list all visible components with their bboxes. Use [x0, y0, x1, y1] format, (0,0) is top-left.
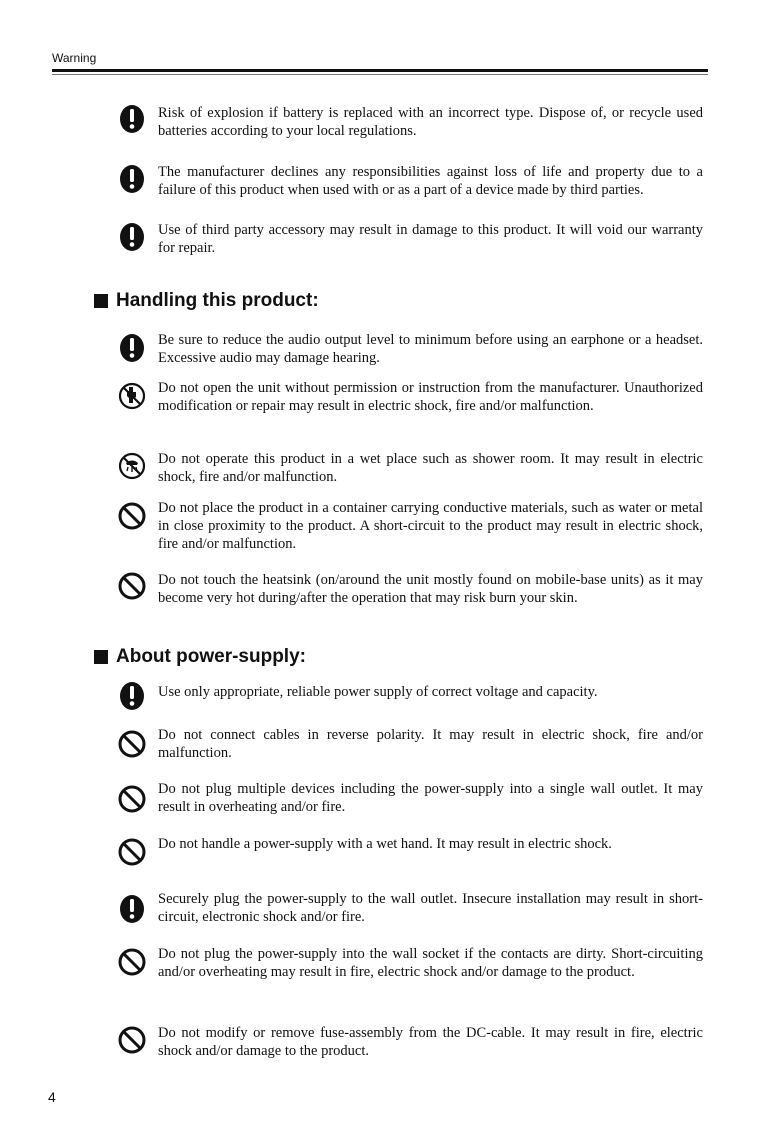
prohibited-icon [117, 571, 147, 601]
warning-text: The manufacturer declines any responsibilities against loss of life and property due to a failure of this product when used with or as a part of a device made by third parties. [158, 164, 703, 198]
warning-text: Use of third party accessory may result in damage to this product. It will void our warranty for repair. [158, 222, 703, 256]
page-header-label: Warning [52, 51, 97, 65]
warning-text: Do not touch the heatsink (on/around the unit mostly found on mobile-base units) as it may become very hot during/after the operation that may risk burn your skin. [158, 572, 703, 606]
section-heading-text: About power-supply: [116, 646, 306, 667]
warning-text: Do not connect cables in reverse polarity. It may result in electric shock, fire and/or malfunction. [158, 727, 703, 761]
warning-text: Do not plug the power-supply into the wall socket if the contacts are dirty. Short-circuiting and/or overheating may result in fire, electric shock and/or damage to the product. [158, 946, 703, 980]
prohibited-icon [117, 501, 147, 531]
section-bullet [94, 294, 108, 308]
prohibited-icon [117, 837, 147, 867]
warning-text: Do not operate this product in a wet place such as shower room. It may result in electric shock, fire and/or malfunction. [158, 451, 703, 485]
exclamation-icon [117, 894, 147, 924]
prohibited-icon [117, 729, 147, 759]
prohibited-icon [117, 784, 147, 814]
prohibited-icon [117, 1025, 147, 1055]
exclamation-icon [117, 104, 147, 134]
header-rule [52, 69, 708, 72]
warning-text: Do not modify or remove fuse-assembly from the DC-cable. It may result in fire, electric shock and/or damage to the product. [158, 1025, 703, 1059]
exclamation-icon [117, 333, 147, 363]
section-heading [94, 646, 306, 668]
header-rule-thin [52, 74, 708, 75]
warning-text: Do not place the product in a container carrying conductive materials, such as water or metal in close proximity to the product. A short-circuit to the product may result in electric shock, fire and/or malfunction. [158, 500, 703, 552]
warning-text: Use only appropriate, reliable power supply of correct voltage and capacity. [158, 684, 598, 700]
section-bullet [94, 650, 108, 664]
prohibited-icon [117, 947, 147, 977]
exclamation-icon [117, 164, 147, 194]
exclamation-icon [117, 681, 147, 711]
section-heading [94, 290, 319, 312]
warning-text: Securely plug the power-supply to the wall outlet. Insecure installation may result in short-circuit, electronic shock and/or fire. [158, 891, 703, 925]
no-wet-location-icon [117, 451, 147, 481]
warning-text: Be sure to reduce the audio output level to minimum before using an earphone or a headset. Excessive audio may damage hearing. [158, 332, 703, 366]
warning-text: Do not open the unit without permission or instruction from the manufacturer. Unauthorized modification or repair may result in electric shock, fire and/or malfunction. [158, 380, 703, 414]
exclamation-icon [117, 222, 147, 252]
warning-text: Risk of explosion if battery is replaced with an incorrect type. Dispose of, or recycle used batteries according to your local regulations. [158, 105, 703, 139]
no-disassembly-icon [117, 381, 147, 411]
warning-text: Do not plug multiple devices including the power-supply into a single wall outlet. It may result in overheating and/or fire. [158, 781, 703, 815]
section-heading-text: Handling this product: [116, 290, 319, 311]
page-number: 4 [48, 1089, 56, 1105]
warning-text: Do not handle a power-supply with a wet hand. It may result in electric shock. [158, 836, 612, 852]
